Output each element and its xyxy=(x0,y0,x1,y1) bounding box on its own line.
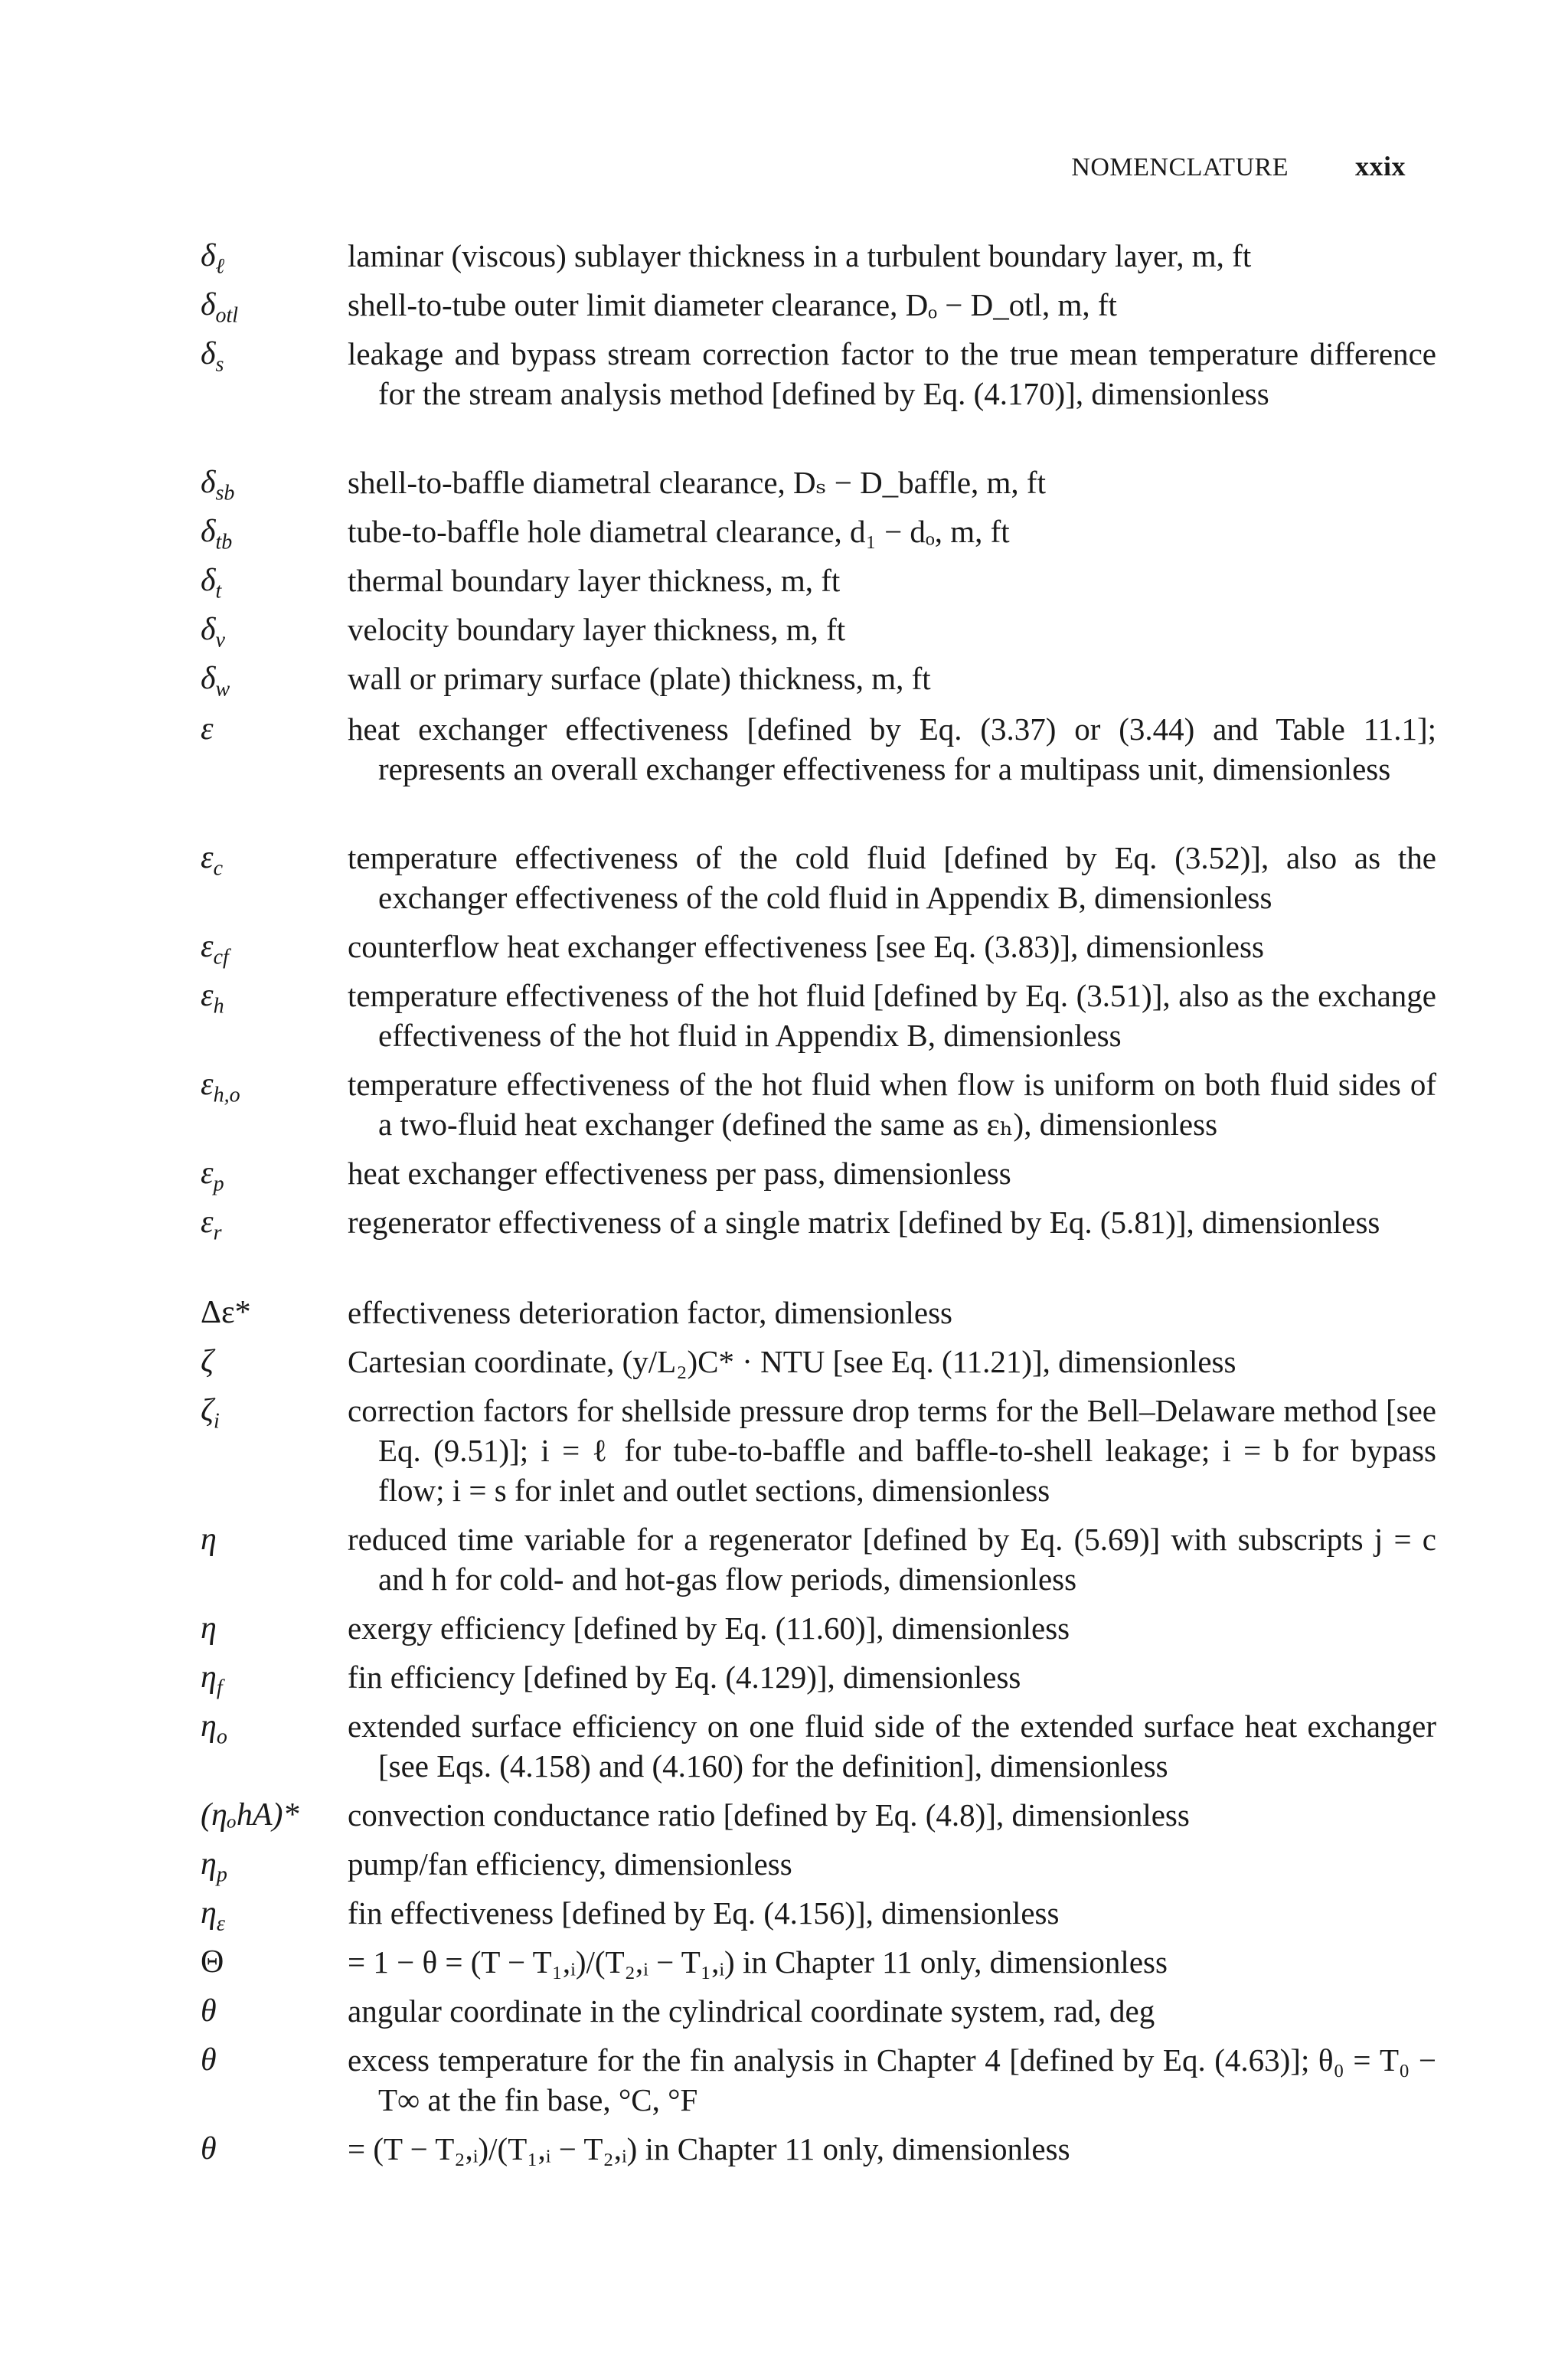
definition: exergy efficiency [defined by Eq. (11.60)], dimensionless xyxy=(348,1610,1070,1646)
symbol: η xyxy=(201,1709,217,1744)
symbol: ζ xyxy=(201,1393,214,1428)
symbol-subscript: tb xyxy=(215,530,233,554)
symbol: δ xyxy=(201,661,216,696)
definition: pump/fan efficiency, dimensionless xyxy=(348,1846,792,1882)
definition: effectiveness deterioration factor, dimensionless xyxy=(348,1295,952,1330)
symbol: Θ xyxy=(201,1944,224,1980)
running-head-title: NOMENCLATURE xyxy=(1071,153,1289,181)
definition: reduced time variable for a regenerator [defined by Eq. (5.69)] with subscripts j = c and h for cold- and hot-gas flow periods, dimensionless xyxy=(348,1522,1436,1597)
symbol: ε xyxy=(201,711,214,747)
symbol: η xyxy=(201,1610,217,1646)
symbol: (ηₒhA)* xyxy=(201,1797,299,1833)
symbol-subscript: r xyxy=(213,1221,222,1245)
definition: temperature effectiveness of the hot fluid when flow is uniform on both fluid sides of a two-fluid heat exchanger (defined the same as εₕ), dimensionless xyxy=(348,1067,1436,1142)
symbol: δ xyxy=(201,238,216,273)
definition: = (T − T₂,ᵢ)/(T₁,ᵢ − T₂,ᵢ) in Chapter 11 only, dimensionless xyxy=(348,2131,1070,2166)
symbol: η xyxy=(201,1522,217,1557)
definition: temperature effectiveness of the hot fluid [defined by Eq. (3.51)], also as the exchange effectiveness of the hot fluid in Appendix B, dimensionless xyxy=(348,978,1436,1053)
definition: laminar (viscous) sublayer thickness in a turbulent boundary layer, m, ft xyxy=(348,238,1252,273)
symbol: ζ xyxy=(201,1344,214,1379)
definition: leakage and bypass stream correction factor to the true mean temperature difference for the stream analysis method [defined by Eq. (4.170)], dimensionless xyxy=(348,336,1436,411)
symbol-subscript: sb xyxy=(215,481,235,505)
symbol-subscript: t xyxy=(215,579,222,603)
symbol-subscript: c xyxy=(213,856,223,881)
symbol: ε xyxy=(201,840,214,875)
definition: = 1 − θ = (T − T₁,ᵢ)/(T₂,ᵢ − T₁,ᵢ) in Chapter 11 only, dimensionless xyxy=(348,1944,1168,1980)
symbol-subscript: otl xyxy=(215,303,239,328)
definition: extended surface efficiency on one fluid side of the extended surface heat exchanger [see Eqs. (4.158) and (4.160) for the definition], dimensionless xyxy=(348,1709,1436,1784)
definition: shell-to-baffle diametral clearance, Dₛ − D_baffle, m, ft xyxy=(348,465,1046,500)
symbol-subscript: p xyxy=(213,1172,224,1196)
running-head xyxy=(1071,150,1406,182)
symbol-subscript: h xyxy=(213,994,224,1019)
definition: convection conductance ratio [defined by Eq. (4.8)], dimensionless xyxy=(348,1797,1190,1833)
definition: fin effectiveness [defined by Eq. (4.156)], dimensionless xyxy=(348,1895,1060,1931)
symbol-subscript: p xyxy=(216,1862,227,1887)
symbol-subscript: ℓ xyxy=(215,254,225,279)
symbol-subscript: f xyxy=(216,1676,223,1700)
definition: correction factors for shellside pressure drop terms for the Bell–Delaware method [see Eq. (9.51)]; i = ℓ for tube-to-baffle and baffle-to-shell leakage; i = b for bypass flow; i = s for inlet and outlet sections, dimensionless xyxy=(348,1393,1436,1508)
symbol: θ xyxy=(201,2042,217,2078)
symbol-subscript: ε xyxy=(216,1911,225,1936)
symbol: ε xyxy=(201,978,214,1013)
definition: fin efficiency [defined by Eq. (4.129)], dimensionless xyxy=(348,1660,1021,1695)
symbol: δ xyxy=(201,336,216,371)
definition: heat exchanger effectiveness [defined by Eq. (3.37) or (3.44) and Table 11.1]; represents an overall exchanger effectiveness for a multipass unit, dimensionless xyxy=(348,711,1436,786)
definition: Cartesian coordinate, (y/L₂)C* · NTU [see Eq. (11.21)], dimensionless xyxy=(348,1344,1236,1379)
page-number: xxix xyxy=(1354,151,1406,181)
symbol: ε xyxy=(201,1205,214,1240)
symbol: ε xyxy=(201,1067,214,1102)
symbol-subscript: o xyxy=(216,1725,227,1749)
definition: shell-to-tube outer limit diameter clearance, Dₒ − D_otl, m, ft xyxy=(348,287,1117,322)
definition: counterflow heat exchanger effectiveness [see Eq. (3.83)], dimensionless xyxy=(348,929,1264,964)
symbol-subscript: w xyxy=(215,677,230,701)
definition: angular coordinate in the cylindrical coordinate system, rad, deg xyxy=(348,1993,1155,2029)
definition: heat exchanger effectiveness per pass, dimensionless xyxy=(348,1156,1011,1191)
symbol: θ xyxy=(201,2131,217,2166)
symbol-subscript: h,o xyxy=(213,1083,240,1107)
symbol-subscript: s xyxy=(215,352,224,377)
definition: thermal boundary layer thickness, m, ft xyxy=(348,563,841,598)
definition: regenerator effectiveness of a single matrix [defined by Eq. (5.81)], dimensionless xyxy=(348,1205,1380,1240)
symbol: δ xyxy=(201,514,216,549)
symbol: ε xyxy=(201,1156,214,1191)
symbol: δ xyxy=(201,612,216,647)
definition: velocity boundary layer thickness, m, ft xyxy=(348,612,846,647)
symbol-subscript: v xyxy=(215,628,225,652)
symbol-subscript: cf xyxy=(213,945,229,970)
symbol: η xyxy=(201,1895,217,1931)
symbol: δ xyxy=(201,287,216,322)
definition: tube-to-baffle hole diametral clearance, d₁ − dₒ, m, ft xyxy=(348,514,1010,549)
definition: wall or primary surface (plate) thickness, m, ft xyxy=(348,661,931,696)
symbol: δ xyxy=(201,465,216,500)
symbol: Δε* xyxy=(201,1295,251,1330)
symbol: ε xyxy=(201,929,214,964)
symbol: η xyxy=(201,1846,217,1882)
symbol-subscript: i xyxy=(214,1409,220,1434)
definition: temperature effectiveness of the cold fluid [defined by Eq. (3.52)], also as the exchanger effectiveness of the cold fluid in Appendix B, dimensionless xyxy=(348,840,1436,915)
definition: excess temperature for the fin analysis in Chapter 4 [defined by Eq. (4.63)]; θ₀ = T₀ − T∞ at the fin base, °C, °F xyxy=(348,2042,1436,2117)
symbol: θ xyxy=(201,1993,217,2029)
symbol: η xyxy=(201,1660,217,1695)
symbol: δ xyxy=(201,563,216,598)
